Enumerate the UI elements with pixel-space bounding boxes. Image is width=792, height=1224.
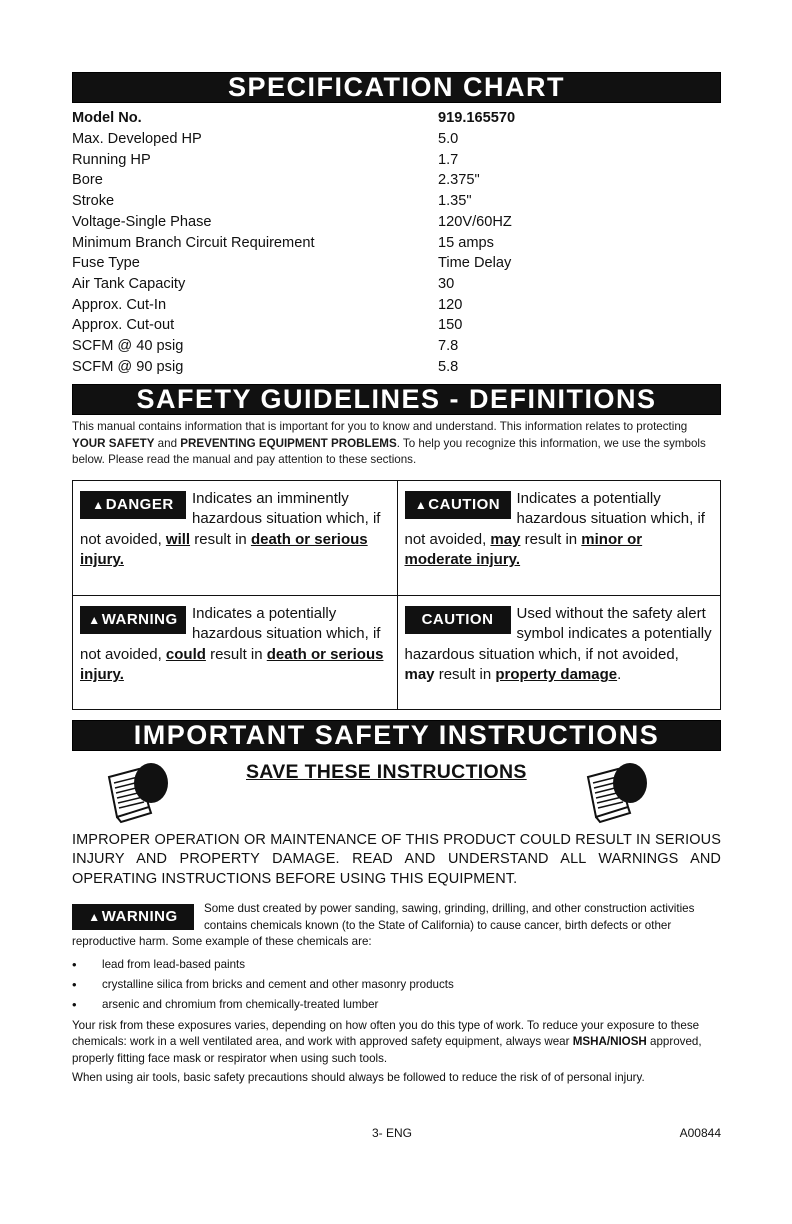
spec-value: 2.375" [438,172,480,189]
spec-label: Max. Developed HP [72,131,202,147]
spec-row [72,212,721,233]
spec-label: SCFM @ 90 psig [72,358,184,375]
spec-value: 120 [438,296,463,313]
improper-operation-warning: IMPROPER OPERATION OR MAINTENANCE OF THIS PRODUCT COULD RESULT IN SERIOUS INJURY AND PROPERTY DAMAGE. READ AND UNDERSTAND ALL WARNINGS AND OPERATING INSTRUCTIONS BEFORE USING THIS EQUIPMENT. [72,831,721,887]
warning-signal-word: ▲WARNING [72,904,194,930]
spec-value: 5.8 [438,358,459,375]
caution-plain-signal-word: CAUTION [405,606,511,634]
spec-chart-title: SPECIFICATION CHART [72,72,721,103]
list-item: • crystalline silica from bricks and cement and other masonry products [72,975,721,995]
danger-signal-word: ▲DANGER [80,491,186,519]
spec-row [72,315,721,336]
spec-value: 1.35" [438,193,472,210]
spec-row [72,129,721,150]
page-number: 3- ENG [372,1126,413,1140]
save-instructions-heading: SAVE THESE INSTRUCTIONS [246,760,527,783]
caution-alert-definition: ▲CAUTION Indicates a potentially hazardous situation which, if not avoided, may result in minor or moderate injury. [397,481,721,595]
spec-row [72,295,721,316]
exposure-risk-paragraph: Your risk from these exposures varies, depending on how often you do this type of work. To reduce your exposure to these chemicals: work in a well ventilated area, and work with approved safety equipment, always wear MSHA/NIOSH approved, properly fitting face mask or respirator when using such tools. [72,1018,702,1065]
safety-intro: This manual contains information that is important for you to know and understand. This information relates to protecting YOUR SAFETY and PREVENTING EQUIPMENT PROBLEMS. To help you recognize this information, we use the symbols below. Please read the manual and pay attention to these sections. [72,420,706,467]
alert-triangle-icon: ▲ [88,910,101,925]
spec-row [72,150,721,171]
spec-label: Minimum Branch Circuit Requirement [72,234,315,251]
spec-label: Approx. Cut-out [72,317,175,334]
spec-label: Stroke [72,193,115,210]
spec-label: Air Tank Capacity [72,275,186,292]
spec-value: 150 [438,317,463,334]
alert-triangle-icon: ▲ [88,612,101,627]
spec-row [72,253,721,274]
read-manual-icon [584,759,650,825]
document-code: A00844 [679,1126,721,1140]
spec-value: 5.0 [438,131,459,147]
spec-label: Fuse Type [72,255,140,272]
chemicals-list [72,955,721,1015]
spec-label: Running HP [72,151,151,168]
spec-label: Approx. Cut-In [72,296,167,313]
danger-definition: ▲DANGER Indicates an imminently hazardous situation which, if not avoided, will result in death or serious injury. [80,489,381,569]
definitions-grid [72,480,721,710]
caution-signal-word: ▲CAUTION [405,491,511,519]
spec-header-row [72,107,721,129]
spec-row [72,274,721,295]
prop65-warning [72,901,721,1015]
spec-value: 30 [438,275,455,292]
spec-row [72,191,721,212]
spec-label: SCFM @ 40 psig [72,338,184,355]
spec-row [72,233,721,254]
spec-value: 1.7 [438,151,459,168]
prop65-text: Some dust created by power sanding, sawing, grinding, drilling, and other construction activities contains chemicals known (to the State of California) to cause cancer, birth defects or other reproductive harm. Some example of these chemicals are: [72,902,695,949]
read-manual-icon [105,759,171,825]
important-safety-title: IMPORTANT SAFETY INSTRUCTIONS [72,720,721,751]
alert-triangle-icon: ▲ [92,497,105,512]
spec-value: 7.8 [438,338,459,355]
spec-label: Voltage-Single Phase [72,213,212,230]
spec-row [72,336,721,357]
save-instructions-row [72,751,721,829]
list-item: • arsenic and chromium from chemically-treated lumber [72,995,721,1015]
spec-value: 120V/60HZ [438,213,512,230]
spec-label: Model No. [72,110,142,126]
page-footer [72,1126,721,1146]
spec-value: Time Delay [438,255,512,272]
spec-row [72,170,721,191]
spec-rows [72,129,721,377]
spec-label: Bore [72,172,103,189]
warning-signal-word: ▲WARNING [80,606,186,634]
spec-value: 919.165570 [438,110,516,126]
air-tools-paragraph: When using air tools, basic safety precautions should always be followed to reduce the risk of of personal injury. [72,1071,645,1085]
caution-plain-definition: CAUTION Used without the safety alert symbol indicates a potentially hazardous situation which, if not avoided, may result in property damage. [397,595,721,709]
manual-page [72,72,721,1087]
spec-value: 15 amps [438,234,494,251]
list-item: • lead from lead-based paints [72,955,721,975]
spec-table [72,107,721,377]
spec-row [72,357,721,378]
alert-triangle-icon: ▲ [414,497,428,512]
warning-definition: ▲WARNING Indicates a potentially hazardous situation which, if not avoided, could result in death or serious injury. [73,595,397,709]
safety-definitions-title: SAFETY GUIDELINES - DEFINITIONS [72,384,721,415]
